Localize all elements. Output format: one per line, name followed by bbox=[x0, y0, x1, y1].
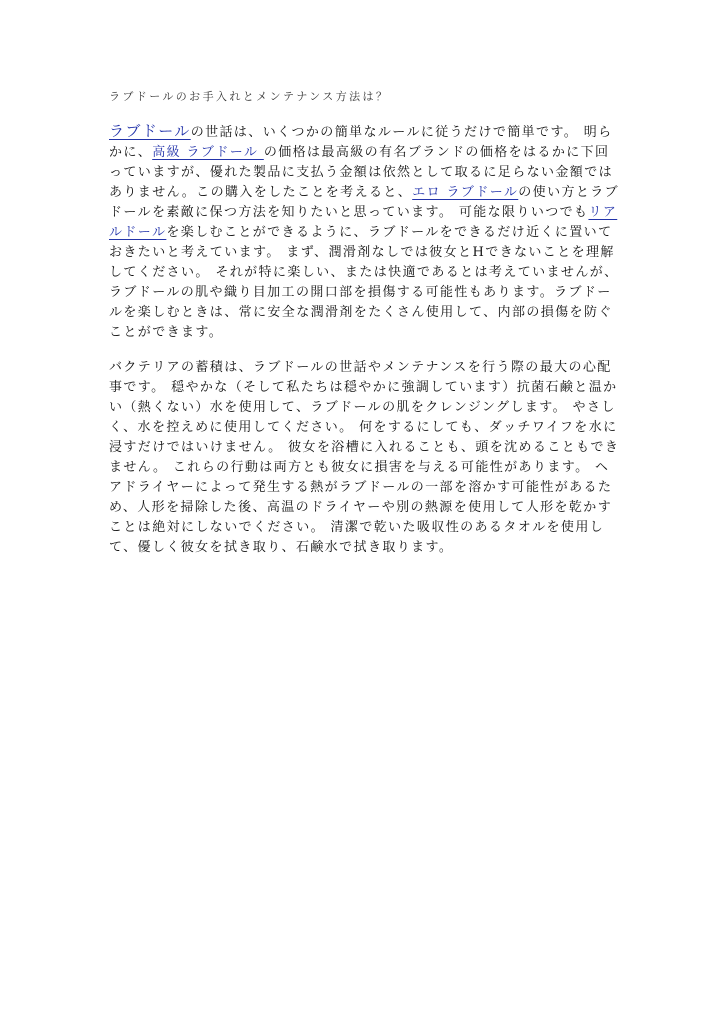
paragraph-bacteria-cleaning bbox=[109, 358, 621, 558]
paragraph-care-intro bbox=[109, 121, 621, 343]
document-title: ラブドールのお手入れとメンテナンス方法は？ bbox=[109, 90, 390, 103]
luxury-love-doll-link[interactable]: 高級 ラブドール bbox=[152, 145, 264, 160]
love-doll-link[interactable]: ラブドール bbox=[109, 122, 191, 140]
text-segment: の世話は、いくつかの簡単なルールに従うだけで簡単です。 明らかに、 bbox=[109, 125, 613, 160]
text-segment: を楽しむことができるように、ラブドールをできるだけ近くに置いておきたいと考えています。 まず、潤滑剤なしでは彼女とHできないことを理解してください。 それが特に楽しい、または快適であるとは考えていませんが、ラブドールの肌や織り目加工の開口部を損傷する可能性もあります。ラブドールを楽しむときは、常に安全な潤滑剤をたくさん使用して、内部の損傷を防ぐことができます。 bbox=[109, 225, 619, 340]
paragraph-text bbox=[109, 121, 621, 343]
text-segment: の使い方とラブドールを素敵に保つ方法を知りたいと思っています。 可能な限りいつでも bbox=[109, 185, 620, 220]
real-doll-link[interactable]: リアルドール bbox=[109, 205, 618, 240]
paragraph-text: バクテリアの蓄積は、ラブドールの世話やメンテナンスを行う際の最大の心配事です。 穏やかな（そして私たちは穏やかに強調しています）抗菌石鹸と温かい（熱くない）水を使用して、ラブドールの肌をクレンジングします。 やさしく、水を控えめに使用してください。 何をするにしても、ダッチワイフを水に浸すだけではいけません。 彼女を浴槽に入れることも、頭を沈めることもできません。 これらの行動は両方とも彼女に損害を与える可能性があります。 ヘアドライヤーによって発生する熱がラブドールの一部を溶かす可能性があるため、人形を掃除した後、高温のドライヤーや別の熱源を使用して人形を乾かすことは絶対にしないでください。 清潔で乾いた吸収性のあるタオルを使用して、優しく彼女を拭き取り、石鹸水で拭き取ります。 bbox=[109, 360, 620, 555]
ero-love-doll-link[interactable]: エロ ラブドール bbox=[412, 185, 519, 200]
text-segment: の価格は最高級の有名ブランドの価格をはるかに下回っていますが、優れた製品に支払う金額は依然として取るに足らない金額ではありません。この購入をしたことを考えると、 bbox=[109, 145, 614, 200]
